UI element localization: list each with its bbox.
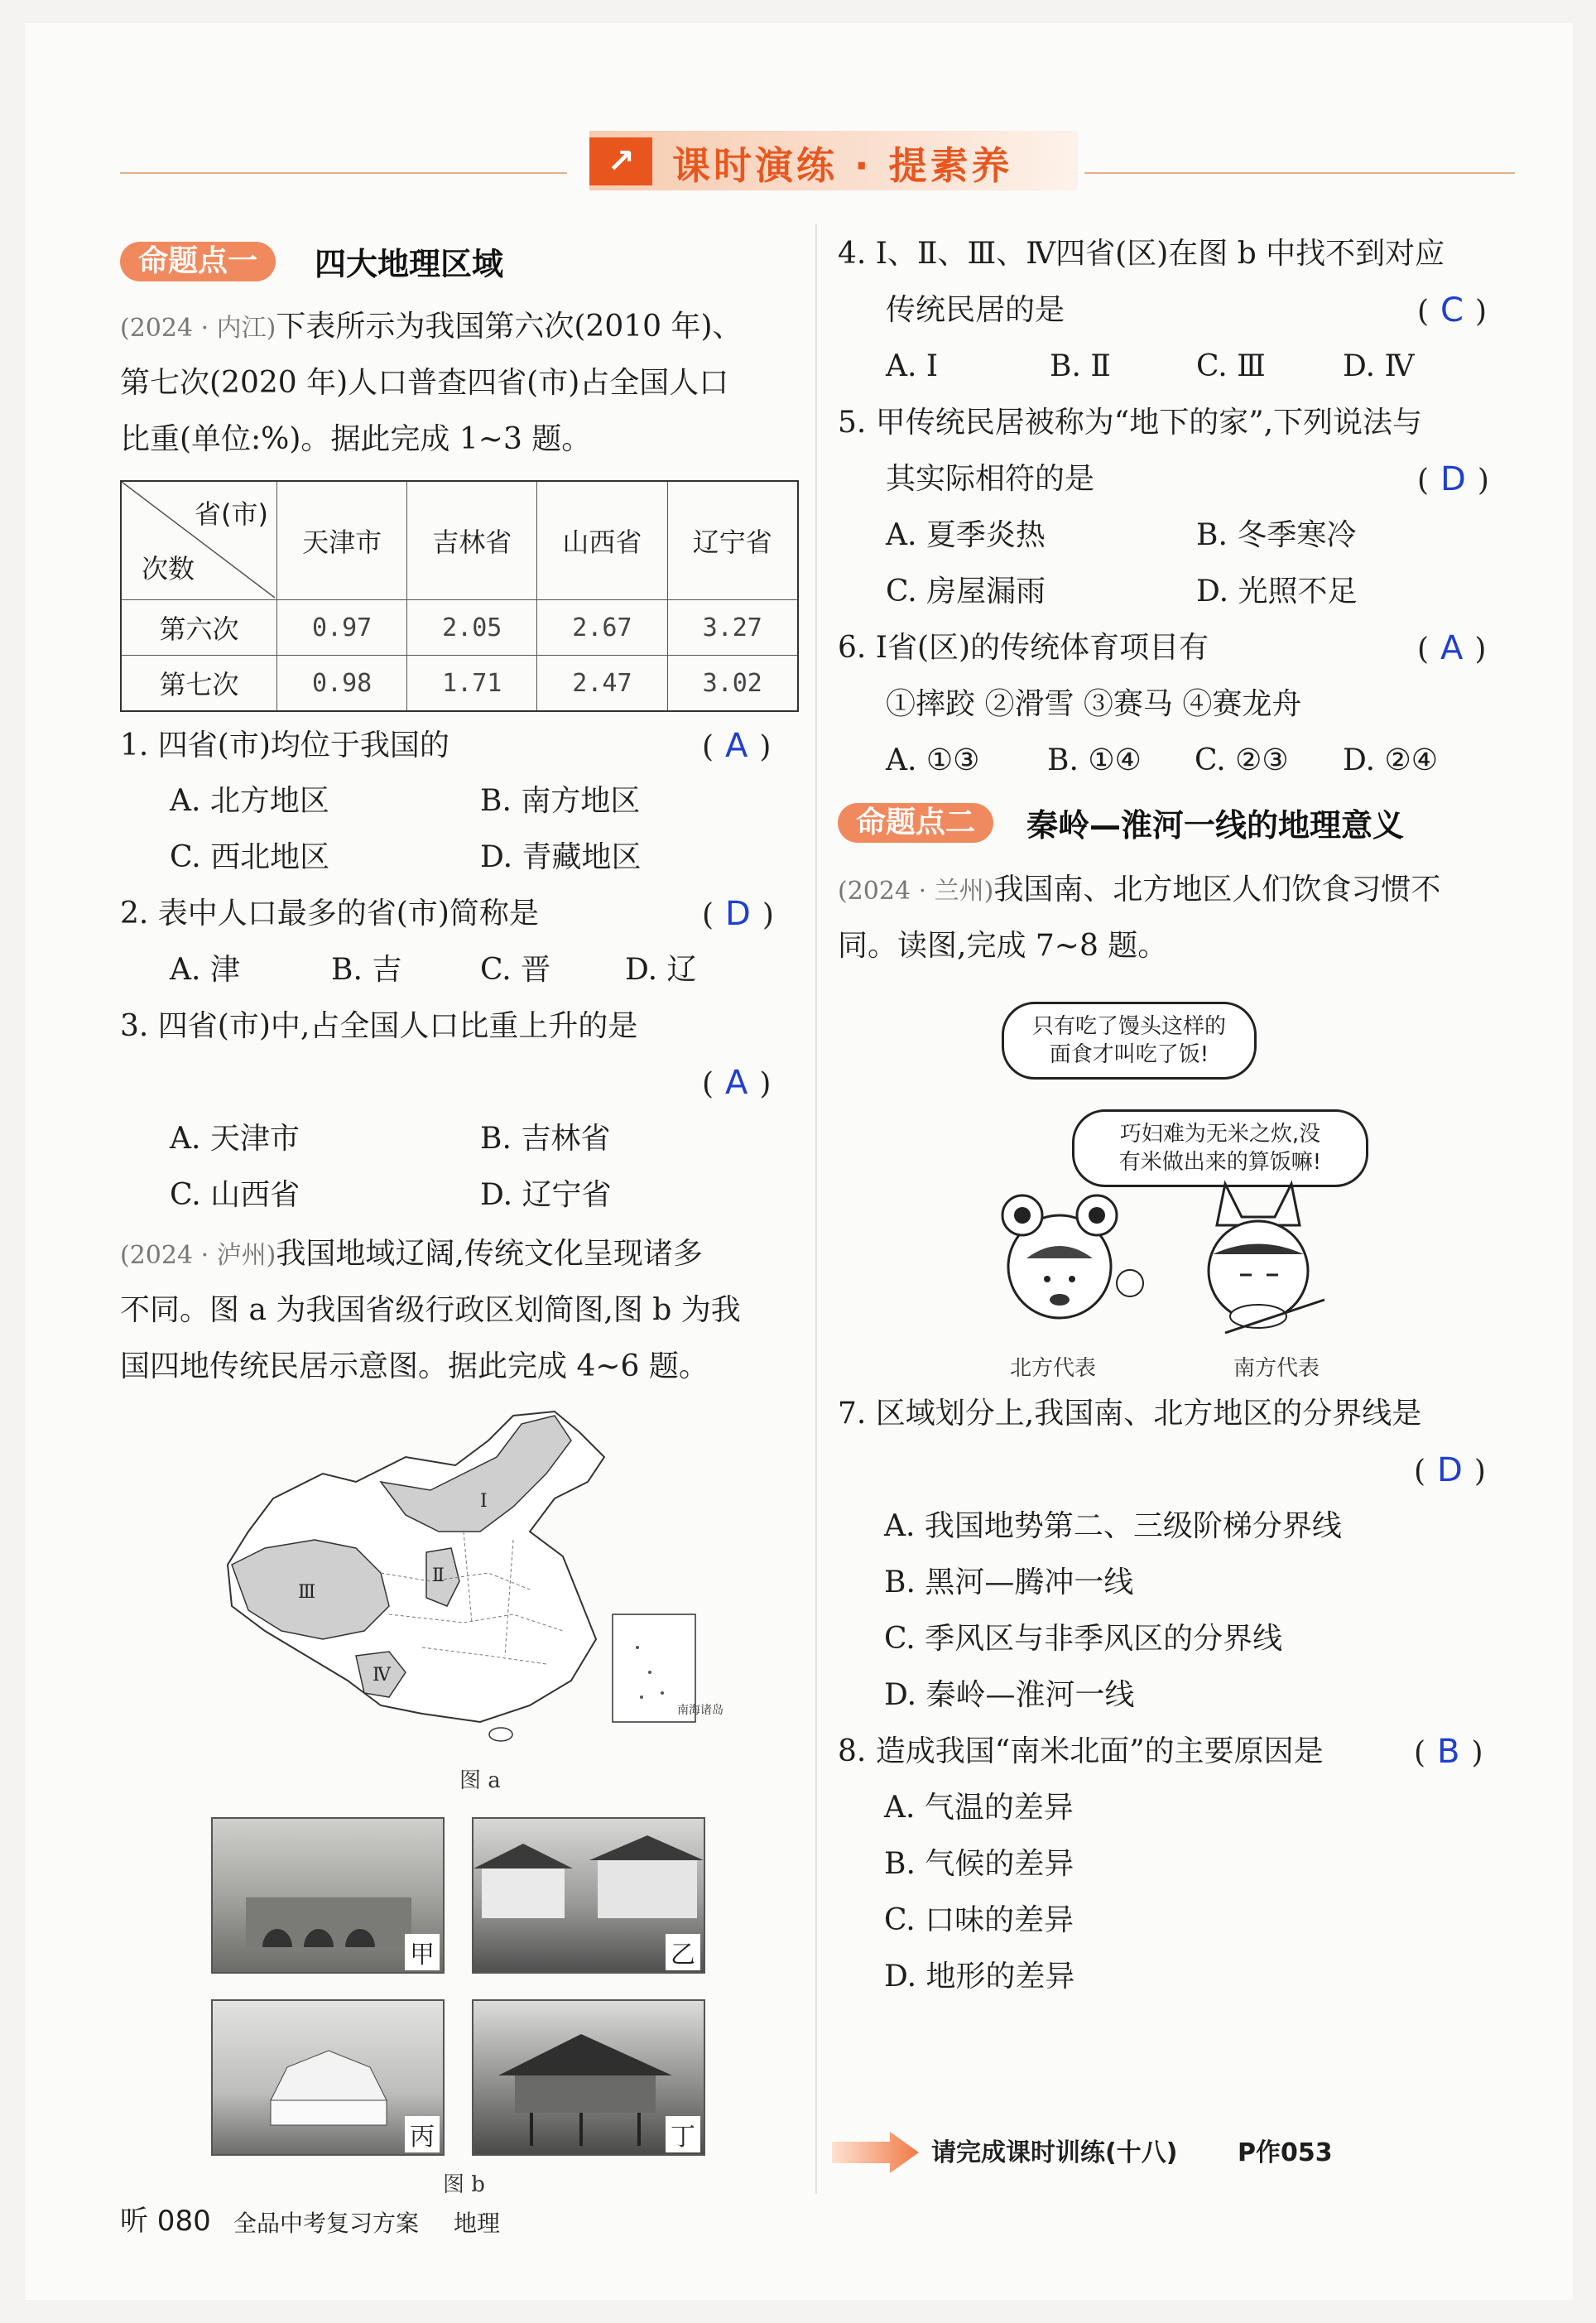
intro2-line1 [120, 1235, 703, 1275]
q3-stem: 3. 四省(市)中,占全国人口比重上升的是 [120, 1009, 638, 1043]
row-header: 第六次 [121, 600, 277, 656]
header-rule-left [120, 172, 567, 174]
q6-option-c: C. ②③ [1195, 743, 1289, 777]
q7-option-c: C. 季风区与非季风区的分界线 [884, 1622, 1283, 1656]
q1-answer: ( A ) [702, 727, 772, 765]
intro1-text: 下表所示为我国第六次(2010 年)、 [276, 310, 743, 344]
south-character [1209, 1184, 1324, 1333]
region-label-4: Ⅳ [373, 1665, 391, 1686]
q1-option-d: D. 青藏地区 [480, 840, 642, 874]
q5-option-c: C. 房屋漏雨 [886, 575, 1046, 608]
q5-option-a: A. 夏季炎热 [886, 518, 1046, 552]
figure-a-caption: 图 a [459, 1768, 501, 1793]
q2-option-a: A. 津 [170, 953, 240, 987]
photo-label: 乙 [666, 1934, 700, 1970]
page-number: 听 080 [120, 2205, 211, 2238]
section1-title: 四大地理区域 [315, 246, 504, 282]
table-cell: 1.71 [407, 656, 537, 712]
subject-label: 地理 [454, 2210, 501, 2237]
q8-option-c: C. 口味的差异 [884, 1903, 1074, 1937]
table-cell: 3.02 [667, 656, 798, 712]
book-title: 全品中考复习方案 [233, 2210, 420, 2237]
section1-tag: 命题点一 [120, 242, 276, 281]
q4-stem-line2: 传统民居的是 [886, 293, 1065, 327]
q4-answer: ( C ) [1417, 291, 1488, 329]
q8-option-d: D. 地形的差异 [884, 1960, 1075, 1994]
photo-yi [472, 1817, 705, 1974]
q4-option-b: B. Ⅱ [1050, 349, 1111, 383]
north-label: 北方代表 [1010, 1356, 1097, 1381]
page-reference: P作053 [1238, 2138, 1333, 2167]
q5-answer: ( D ) [1417, 460, 1489, 498]
table-cell: 0.97 [277, 600, 407, 656]
population-table [120, 480, 799, 712]
q3-option-b: B. 吉林省 [480, 1122, 611, 1156]
q7-answer: ( D ) [1414, 1451, 1486, 1489]
q4-answer-value: C [1440, 291, 1464, 329]
row-header: 第七次 [121, 656, 277, 712]
q3-option-c: C. 山西省 [170, 1178, 300, 1212]
china-map [215, 1407, 723, 1730]
q7-stem: 7. 区域划分上,我国南、北方地区的分界线是 [838, 1397, 1422, 1431]
q7-answer-value: D [1437, 1451, 1463, 1489]
source-tag: (2024 · 泸州) [120, 1241, 276, 1270]
q8-answer-value: B [1437, 1733, 1460, 1771]
section2-title: 秦岭—淮河一线的地理意义 [1026, 807, 1405, 844]
q2-answer-value: D [725, 895, 751, 933]
q6-answer-value: A [1440, 629, 1464, 667]
intro3-text: 我国南、北方地区人们饮食习惯不 [993, 873, 1441, 907]
q1-option-c: C. 西北地区 [170, 840, 330, 874]
source-tag: (2024 · 兰州) [838, 877, 994, 906]
q5-stem-line2: 其实际相符的是 [886, 462, 1095, 496]
q5-option-d: D. 光照不足 [1196, 575, 1358, 608]
speech-bubble-north: 只有吃了馒头这样的 面食才叫吃了饭! [1002, 1002, 1257, 1080]
photo-label: 甲 [405, 1934, 440, 1970]
intro3-line2: 同。读图,完成 7~8 题。 [838, 929, 1168, 963]
south-label: 南方代表 [1233, 1356, 1320, 1381]
q3-option-d: D. 辽宁省 [480, 1178, 612, 1212]
section2-tag: 命题点二 [838, 803, 993, 843]
q1-option-a: A. 北方地区 [170, 784, 329, 818]
speech-bubble-south: 巧妇难为无米之炊,没 有米做出来的算饭嘛! [1072, 1109, 1368, 1187]
q4-option-a: A. Ⅰ [886, 349, 939, 383]
table-row [121, 656, 798, 712]
photo-label: 丁 [666, 2116, 700, 2152]
region-label-2: Ⅱ [432, 1566, 445, 1586]
q2-option-c: C. 晋 [480, 953, 551, 987]
q2-stem: 2. 表中人口最多的省(市)简称是 [120, 897, 539, 931]
figure-b-caption: 图 b [443, 2172, 485, 2197]
table-cell: 3.27 [667, 600, 798, 656]
photo-bing [211, 1999, 445, 2156]
photo-jia [211, 1817, 445, 1974]
q5-option-b: B. 冬季寒冷 [1196, 518, 1357, 552]
north-character [1002, 1195, 1143, 1318]
col-header: 吉林省 [407, 481, 537, 600]
table-corner [121, 481, 277, 600]
cartoon-characters [977, 1176, 1374, 1349]
intro1-line1 [120, 308, 743, 348]
table-cell: 2.05 [407, 600, 537, 656]
q5-answer-value: D [1440, 460, 1466, 498]
q7-option-b: B. 黑河—腾冲一线 [884, 1566, 1134, 1599]
source-tag: (2024 · 内江) [120, 314, 276, 343]
q5-stem-line1: 5. 甲传统民居被称为“地下的家”,下列说法与 [838, 406, 1423, 440]
inset-label: 南海诸岛 [677, 1704, 723, 1717]
q6-items: ①摔跤 ②滑雪 ③赛马 ④赛龙舟 [886, 687, 1302, 721]
q4-stem-line1: 4. Ⅰ、Ⅱ、Ⅲ、Ⅳ四省(区)在图 b 中找不到对应 [838, 237, 1445, 271]
region-label-3: Ⅲ [298, 1582, 316, 1603]
q8-answer: ( B ) [1414, 1733, 1483, 1771]
q2-option-d: D. 辽 [625, 953, 697, 987]
q3-option-a: A. 天津市 [170, 1122, 300, 1156]
header-banner [589, 131, 1078, 190]
intro3-line1 [838, 871, 1440, 911]
q8-stem: 8. 造成我国“南米北面”的主要原因是 [838, 1734, 1324, 1768]
table-cell: 2.67 [537, 600, 667, 656]
next-exercise-link[interactable]: 请完成课时训练(十八) [931, 2138, 1178, 2167]
photo-label: 丙 [405, 2116, 440, 2152]
table-cell: 2.47 [537, 656, 667, 712]
arrow-icon: ↗ [589, 137, 652, 185]
q7-option-a: A. 我国地势第二、三级阶梯分界线 [884, 1509, 1342, 1543]
corner-top: 省(市) [195, 498, 268, 530]
table-cell: 0.98 [277, 656, 407, 712]
region-label-1: Ⅰ [480, 1491, 488, 1512]
q1-option-b: B. 南方地区 [480, 784, 641, 818]
column-divider [815, 224, 817, 2194]
col-header: 辽宁省 [667, 481, 798, 600]
intro1-line2: 第七次(2020 年)人口普查四省(市)占全国人口 [120, 366, 729, 400]
q3-answer-value: A [725, 1064, 748, 1102]
q8-option-a: A. 气温的差异 [884, 1791, 1074, 1825]
header-title: 课时演练 · 提素养 [672, 143, 1013, 188]
photo-ding [472, 1999, 705, 2156]
q2-option-b: B. 吉 [331, 953, 402, 987]
col-header: 天津市 [277, 481, 407, 600]
intro2-line3: 国四地传统民居示意图。据此完成 4~6 题。 [120, 1349, 709, 1383]
q6-option-b: B. ①④ [1047, 743, 1142, 777]
intro2-line2: 不同。图 a 为我国省级行政区划简图,图 b 为我 [120, 1293, 741, 1327]
corner-bottom: 次数 [142, 553, 195, 584]
q2-answer: ( D ) [702, 895, 774, 933]
intro1-line3: 比重(单位:%)。据此完成 1~3 题。 [120, 422, 592, 456]
q1-answer-value: A [725, 727, 748, 765]
q4-option-c: C. Ⅲ [1196, 349, 1266, 383]
q3-answer: ( A ) [702, 1064, 772, 1102]
table-row [121, 600, 798, 656]
q7-option-d: D. 秦岭—淮河一线 [884, 1678, 1135, 1712]
q8-option-b: B. 气候的差异 [884, 1847, 1074, 1881]
q6-stem: 6. Ⅰ省(区)的传统体育项目有 [838, 631, 1209, 665]
q4-option-d: D. Ⅳ [1343, 349, 1415, 383]
q1-stem: 1. 四省(市)均位于我国的 [120, 729, 449, 762]
col-header: 山西省 [537, 481, 667, 600]
q6-option-d: D. ②④ [1343, 743, 1439, 777]
intro2-text: 我国地域辽阔,传统文化呈现诸多 [276, 1237, 703, 1271]
q6-answer: ( A ) [1417, 629, 1487, 667]
arrow-right-icon [832, 2132, 923, 2173]
q6-option-a: A. ①③ [886, 743, 980, 777]
header-rule-right [1084, 172, 1515, 174]
